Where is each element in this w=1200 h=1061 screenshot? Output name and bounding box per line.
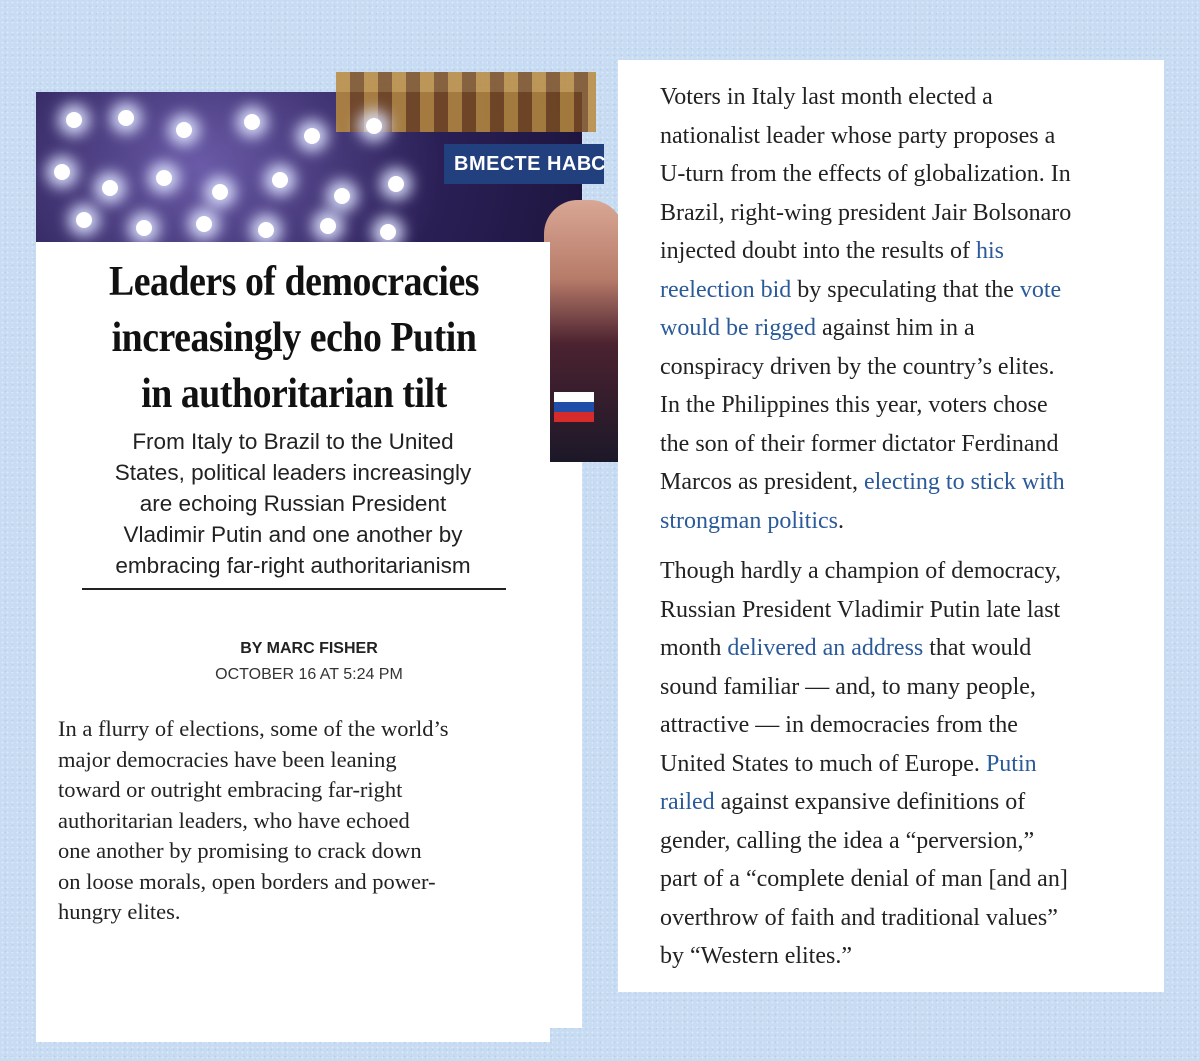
stage-light bbox=[196, 216, 212, 232]
stage-light bbox=[136, 220, 152, 236]
body-line bbox=[660, 502, 1190, 541]
body-line: overthrow of faith and traditional values” bbox=[660, 904, 1058, 931]
article-continuation-card bbox=[618, 60, 1164, 992]
link-strongman-politics[interactable]: strongman politics bbox=[660, 507, 838, 534]
subheadline-line: are echoing Russian President bbox=[139, 491, 447, 516]
body-text: Marcos as president, bbox=[660, 469, 864, 495]
body-line: Voters in Italy last month elected a bbox=[660, 84, 993, 110]
headline-line: Leaders of democracies bbox=[108, 259, 480, 305]
lead-line: one another by promising to crack down bbox=[58, 838, 422, 863]
body-line bbox=[660, 232, 1190, 271]
stage-light bbox=[334, 188, 350, 204]
body-line: Russian President Vladimir Putin late last bbox=[660, 596, 1061, 623]
lead-line: major democracies have been leaning bbox=[58, 746, 397, 772]
byline: BY MARC FISHER bbox=[240, 640, 378, 657]
stage-light bbox=[380, 224, 396, 240]
article-header-card bbox=[36, 92, 607, 1028]
link-reelection-bid[interactable]: his bbox=[975, 238, 1004, 264]
body-line: In the Philippines this year, voters chose bbox=[660, 392, 1048, 418]
subheadline-line: States, political leaders increasingly bbox=[114, 460, 472, 485]
body-line bbox=[660, 629, 1190, 668]
stage-light bbox=[244, 114, 260, 130]
link-strongman-politics[interactable]: electing to stick with bbox=[863, 469, 1065, 495]
lead-paragraph bbox=[58, 714, 538, 928]
stage-light bbox=[388, 176, 404, 192]
body-line: Though hardly a champion of democracy, bbox=[660, 558, 1061, 584]
body-line bbox=[660, 463, 1190, 502]
lead-line: In a flurry of elections, some of the world’s bbox=[58, 716, 449, 741]
stage-light bbox=[102, 180, 118, 196]
subheadline bbox=[56, 426, 530, 581]
body-line: by “Western elites.” bbox=[660, 943, 852, 969]
body-line: attractive — in democracies from the bbox=[660, 712, 1018, 738]
body-text: against expansive definitions of bbox=[714, 789, 1026, 815]
link-reelection-bid[interactable]: reelection bid bbox=[660, 276, 792, 303]
body-text: against him in a bbox=[815, 315, 975, 341]
body-line: the son of their former dictator Ferdinand bbox=[660, 430, 1059, 457]
link-vote-rigged[interactable]: would be rigged bbox=[660, 315, 816, 341]
link-putin-railed[interactable]: Putin bbox=[985, 750, 1037, 777]
stage-light bbox=[366, 118, 382, 134]
lead-line: on loose morals, open borders and power- bbox=[58, 868, 436, 894]
paragraph-italy-brazil-philippines bbox=[660, 78, 1190, 540]
body-text: United States to much of Europe. bbox=[660, 750, 986, 777]
stage-light bbox=[176, 122, 192, 138]
stage-light bbox=[212, 184, 228, 200]
body-line: conspiracy driven by the country’s elites. bbox=[660, 353, 1055, 380]
stage-light bbox=[156, 170, 172, 186]
stage-light bbox=[118, 110, 134, 126]
stage-light bbox=[320, 218, 336, 234]
stage-light bbox=[76, 212, 92, 228]
link-putin-railed[interactable]: railed bbox=[660, 789, 715, 815]
headline-line: in authoritarian tilt bbox=[141, 371, 447, 417]
body-text: . bbox=[837, 507, 844, 534]
headline bbox=[78, 254, 510, 422]
lead-line: authoritarian leaders, who have echoed bbox=[58, 807, 410, 833]
speaker-figure bbox=[544, 200, 624, 462]
dateline: OCTOBER 16 AT 5:24 PM bbox=[215, 666, 403, 683]
stage-light bbox=[54, 164, 70, 180]
subheadline-line: Vladimir Putin and one another by bbox=[123, 522, 463, 547]
body-line bbox=[660, 783, 1190, 822]
body-text: injected doubt into the results of bbox=[660, 238, 976, 264]
article-body bbox=[660, 78, 1190, 988]
body-line: Brazil, right-wing president Jair Bolsonaro bbox=[660, 199, 1072, 226]
body-line: U-turn from the effects of globalization. In bbox=[660, 161, 1071, 187]
subheadline-line: From Italy to Brazil to the United bbox=[132, 429, 454, 454]
lead-line: hungry elites. bbox=[58, 899, 181, 924]
body-line bbox=[660, 745, 1190, 784]
link-vote-rigged[interactable]: vote bbox=[1019, 276, 1062, 303]
subheadline-line: embracing far-right authoritarianism bbox=[115, 553, 471, 578]
body-line: gender, calling the idea a “perversion,” bbox=[660, 827, 1035, 854]
rally-banner: ВМЕСТЕ НАВС bbox=[444, 144, 604, 184]
stage-light bbox=[258, 222, 274, 238]
paragraph-putin-address bbox=[660, 552, 1190, 976]
body-line: nationalist leader whose party proposes a bbox=[660, 122, 1056, 149]
body-text: that would bbox=[923, 635, 1032, 661]
lead-line: toward or outright embracing far-right bbox=[58, 777, 403, 802]
divider bbox=[82, 588, 506, 590]
stage-light bbox=[304, 128, 320, 144]
body-line bbox=[660, 309, 1190, 348]
headline-line: increasingly echo Putin bbox=[111, 315, 477, 361]
body-line: part of a “complete denial of man [and an] bbox=[660, 866, 1068, 892]
body-text: by speculating that the bbox=[791, 276, 1020, 303]
body-line: sound familiar — and, to many people, bbox=[660, 673, 1036, 700]
body-text: month bbox=[660, 635, 728, 661]
stage-light bbox=[272, 172, 288, 188]
body-line bbox=[660, 271, 1190, 310]
link-delivered-address[interactable]: delivered an address bbox=[727, 635, 924, 661]
stage-light bbox=[66, 112, 82, 128]
russian-flag-icon bbox=[554, 392, 594, 422]
